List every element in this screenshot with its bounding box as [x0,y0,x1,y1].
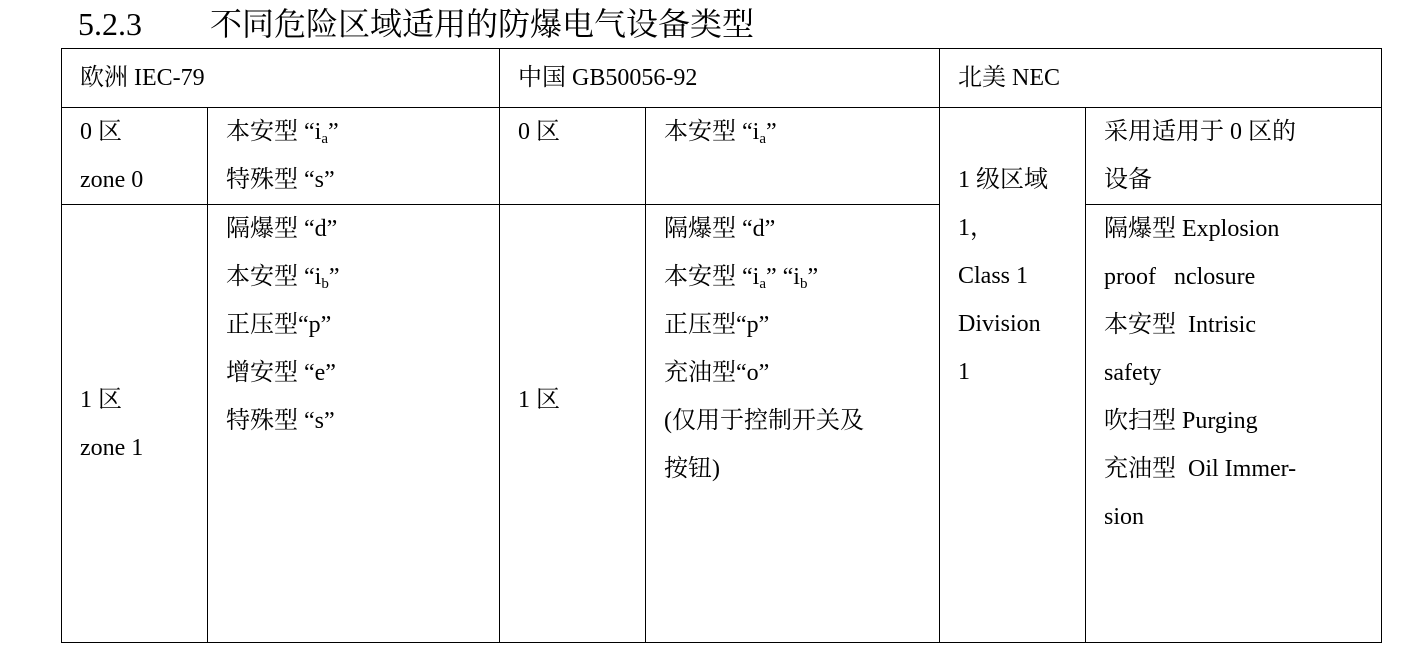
eu-zone0-label-en: zone 0 [80,167,144,193]
cn-zone1-type: 本安型 “$i_a$” “$i_b$” [664,264,819,292]
cn-zone1-type: 按钮) [664,456,720,482]
eu-zone0-type: 特殊型 “s” [226,167,335,193]
eu-zone1-type: 增安型 “e” [226,360,336,386]
na-zone0-types [1086,108,1382,205]
eu-zone0-label [62,108,208,205]
na-zone0-type-line: 采用适用于 0 区的 [1104,119,1296,145]
header-cn: 中国 GB50056-92 [500,49,940,108]
header-eu: 欧洲 IEC-79 [62,49,500,108]
na-class-label-line: 1 [958,359,970,385]
section-title: 不同危险区域适用的防爆电气设备类型 [210,6,755,42]
na-zone1-type-line: proof nclosure [1104,264,1256,290]
na-zone1-type-line: safety [1104,360,1162,386]
eu-zone0-type: 本安型 “$i_a$” [226,119,339,147]
cn-zone1-types [646,205,940,643]
na-class-label-line: Class 1 [958,263,1029,289]
na-zone1-type-line: 隔爆型 Explosion [1104,216,1280,242]
na-zone1-type-line: 本安型 Intrisic [1104,312,1256,338]
na-class-label-line: 1 级区域 [958,167,1048,193]
eu-zone1-label-cn: 1 区 [80,386,122,413]
zone0-row [62,108,1382,205]
eu-zone1-label-en: zone 1 [80,434,144,461]
eu-zone0-types [208,108,500,205]
cn-zone0-types [646,108,940,205]
eu-zone1-types [208,205,500,643]
cn-zone1-type: 正压型“p” [664,312,770,338]
section-number: 5.2.3 [78,6,142,42]
explosion-proof-equipment-table [61,48,1382,643]
cn-zone1-type: 充油型“o” [664,360,770,386]
na-class-label-line: Division [958,311,1041,337]
cn-zone0-label: 0 区 [500,108,646,205]
na-zone1-type-line: 吹扫型 Purging [1104,408,1258,434]
na-zone1-type-line: sion [1104,504,1145,530]
na-zone0-type-line: 设备 [1104,167,1152,193]
cn-zone0-type: 本安型 “$i_a$” [664,119,777,147]
na-zone1-type-line: 充油型 Oil Immer- [1104,456,1297,482]
na-zone1-types [1086,205,1382,643]
cn-zone1-label: 1 区 [500,205,646,643]
header-row [62,49,1382,108]
na-class-label [940,108,1086,643]
zone1-row [62,205,1382,643]
eu-zone1-type: 特殊型 “s” [226,408,335,434]
eu-zone1-label [62,205,208,643]
eu-zone1-type: 正压型“p” [226,312,332,338]
cn-zone1-type: 隔爆型 “d” [664,216,776,242]
eu-zone0-label-cn: 0 区 [80,119,122,145]
header-na: 北美 NEC [940,49,1382,108]
eu-zone1-type: 本安型 “$i_b$” [226,264,340,292]
cn-zone1-type: (仅用于控制开关及 [664,408,864,434]
section-heading [78,0,754,48]
na-class-label-line: 1， [958,215,994,241]
eu-zone1-type: 隔爆型 “d” [226,216,338,242]
